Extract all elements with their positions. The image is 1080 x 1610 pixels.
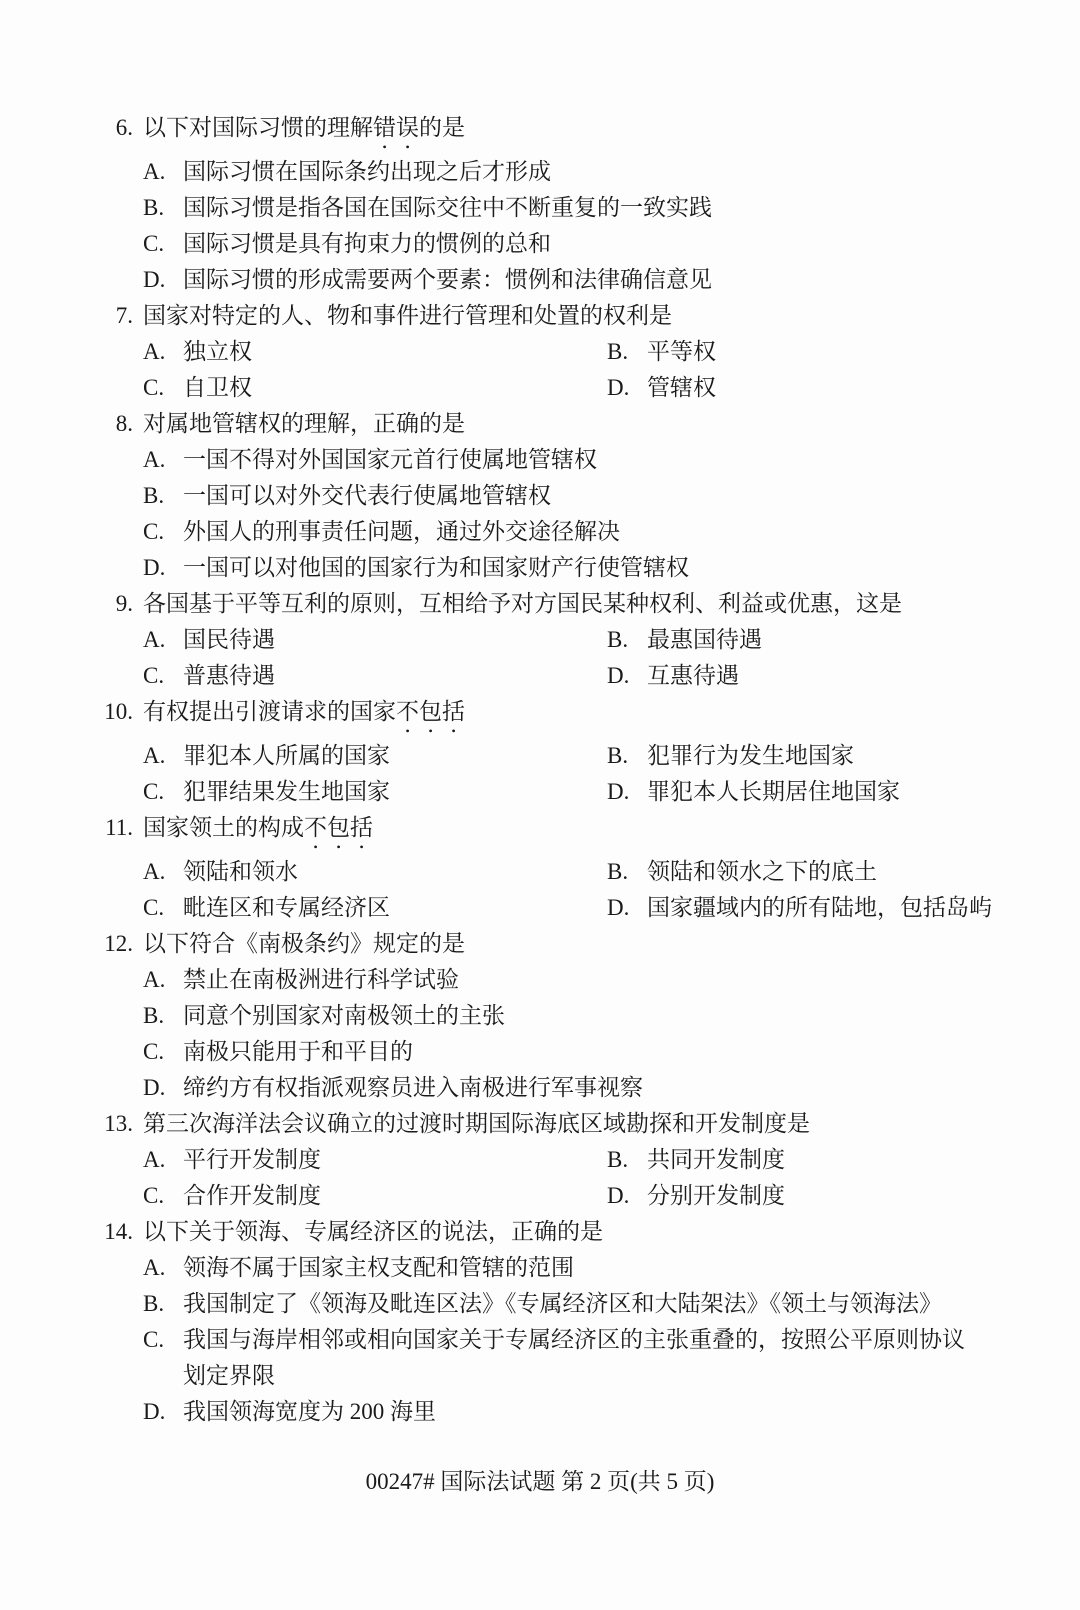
option-B	[607, 334, 1044, 370]
option-text: 罪犯本人所属的国家	[183, 743, 390, 768]
question-stem	[143, 411, 465, 436]
option-text: 一国不得对外国国家元首行使属地管辖权	[183, 447, 597, 472]
option-C	[143, 658, 607, 694]
option-label: B.	[607, 859, 629, 884]
stem-emphasized-text: 错误	[373, 115, 419, 140]
option-D	[143, 1394, 1044, 1430]
option-C	[143, 774, 607, 810]
option-A	[143, 1250, 1044, 1286]
question-stem	[143, 815, 373, 840]
option-D	[143, 550, 1044, 586]
option-label: A.	[143, 743, 166, 768]
option-B	[607, 622, 1044, 658]
option-text: 国际习惯是具有拘束力的惯例的总和	[183, 231, 551, 256]
option-C	[143, 514, 1044, 550]
option-C	[143, 890, 607, 926]
question-stem	[143, 591, 902, 616]
option-label: C.	[143, 895, 165, 920]
question-stem	[143, 931, 465, 956]
option-B	[143, 1286, 1044, 1322]
question-stem-row	[105, 810, 1044, 854]
option-label: A.	[143, 967, 166, 992]
options	[143, 334, 1044, 406]
option-label: A.	[143, 159, 166, 184]
option-label: B.	[607, 339, 629, 364]
option-C	[143, 226, 1044, 262]
option-text: 一国可以对外交代表行使属地管辖权	[183, 483, 551, 508]
option-label: A.	[143, 627, 166, 652]
stem-text: 国家领土的构成	[143, 815, 304, 840]
option-label: A.	[143, 859, 166, 884]
question-stem-row	[115, 586, 1044, 622]
question-9	[115, 586, 1044, 694]
option-text: 分别开发制度	[647, 1183, 785, 1208]
option-B	[607, 738, 1044, 774]
question-stem	[143, 1219, 603, 1244]
question-stem-row	[104, 1214, 1044, 1250]
stem-text: 有权提出引渡请求的国家	[143, 699, 396, 724]
question-number: 6.	[115, 115, 133, 140]
option-A	[143, 962, 1044, 998]
question-stem-row	[115, 406, 1044, 442]
option-D	[607, 774, 1044, 810]
option-C	[143, 1322, 1044, 1394]
options	[143, 1142, 1044, 1214]
options	[143, 962, 1044, 1106]
option-B	[143, 998, 1044, 1034]
option-text: 同意个别国家对南极领土的主张	[183, 1003, 505, 1028]
question-6	[115, 110, 1044, 298]
stem-text: 对属地管辖权的理解，正确的是	[143, 411, 465, 436]
option-B	[607, 854, 1044, 890]
option-label: C.	[143, 663, 165, 688]
option-text: 国家疆域内的所有陆地，包括岛屿	[647, 895, 992, 920]
options	[143, 442, 1044, 586]
option-text: 独立权	[183, 339, 252, 364]
option-A	[143, 334, 607, 370]
question-stem-row	[104, 694, 1044, 738]
option-label: A.	[143, 1255, 166, 1280]
option-label: D.	[607, 663, 630, 688]
option-A	[143, 154, 1044, 190]
option-label: D.	[143, 1075, 166, 1100]
option-C	[143, 1178, 607, 1214]
option-text: 罪犯本人长期居住地国家	[647, 779, 900, 804]
option-text: 犯罪结果发生地国家	[183, 779, 390, 804]
question-stem-row	[104, 1106, 1044, 1142]
option-label: B.	[143, 195, 165, 220]
option-text: 领海不属于国家主权支配和管辖的范围	[183, 1255, 574, 1280]
option-label: C.	[143, 231, 165, 256]
option-text: 国际习惯在国际条约出现之后才形成	[183, 159, 551, 184]
option-label: B.	[143, 483, 165, 508]
option-text: 外国人的刑事责任问题，通过外交途径解决	[183, 519, 620, 544]
option-C	[143, 1034, 1044, 1070]
question-7	[115, 298, 1044, 406]
option-text: 毗连区和专属经济区	[183, 895, 390, 920]
stem-emphasized-text: 不包括	[304, 815, 373, 840]
option-text: 我国领海宽度为 200 海里	[183, 1399, 436, 1424]
option-label: B.	[607, 743, 629, 768]
stem-emphasized-text: 不包括	[396, 699, 465, 724]
question-stem	[143, 1111, 810, 1136]
question-number: 14.	[104, 1219, 133, 1244]
option-A	[143, 854, 607, 890]
option-D	[143, 262, 1044, 298]
option-label: C.	[143, 1327, 165, 1352]
question-number: 9.	[115, 591, 133, 616]
stem-text: 以下符合《南极条约》规定的是	[143, 931, 465, 956]
option-text: 领陆和领水之下的底土	[647, 859, 877, 884]
option-A	[143, 738, 607, 774]
question-list	[104, 110, 1044, 1430]
option-C	[143, 370, 607, 406]
option-label: B.	[607, 627, 629, 652]
option-A	[143, 622, 607, 658]
question-11	[105, 810, 1044, 926]
footer-text: 00247# 国际法试题 第 2 页(共 5 页)	[365, 1469, 715, 1494]
stem-text: 国家对特定的人、物和事件进行管理和处置的权利是	[143, 303, 672, 328]
option-label: D.	[607, 779, 630, 804]
option-text: 国际习惯的形成需要两个要素：惯例和法律确信意见	[183, 267, 712, 292]
option-D	[143, 1070, 1044, 1106]
option-B	[143, 478, 1044, 514]
option-label: C.	[143, 1183, 165, 1208]
question-number: 11.	[105, 815, 133, 840]
question-number: 7.	[115, 303, 133, 328]
option-text: 平行开发制度	[183, 1147, 321, 1172]
question-10	[104, 694, 1044, 810]
option-label: C.	[143, 519, 165, 544]
question-stem-row	[104, 926, 1044, 962]
option-B	[143, 190, 1044, 226]
option-text: 一国可以对他国的国家行为和国家财产行使管辖权	[183, 555, 689, 580]
option-label: B.	[143, 1003, 165, 1028]
question-8	[115, 406, 1044, 586]
option-label: C.	[143, 1039, 165, 1064]
option-B	[607, 1142, 1044, 1178]
option-label: A.	[143, 447, 166, 472]
question-stem	[143, 115, 465, 140]
option-label: B.	[143, 1291, 165, 1316]
options	[143, 154, 1044, 298]
option-label: B.	[607, 1147, 629, 1172]
option-label: D.	[607, 1183, 630, 1208]
option-text: 南极只能用于和平目的	[183, 1039, 413, 1064]
stem-text: 以下对国际习惯的理解	[143, 115, 373, 140]
option-D	[607, 1178, 1044, 1214]
option-D	[607, 890, 1044, 926]
options	[143, 1250, 1044, 1430]
option-text: 我国制定了《领海及毗连区法》《专属经济区和大陆架法》《领土与领海法》	[183, 1291, 942, 1316]
options	[143, 738, 1044, 810]
option-label: A.	[143, 1147, 166, 1172]
option-label: D.	[143, 555, 166, 580]
option-A	[143, 442, 1044, 478]
stem-text: 各国基于平等互利的原则，互相给予对方国民某种权利、利益或优惠，这是	[143, 591, 902, 616]
option-text: 国民待遇	[183, 627, 275, 652]
option-text: 自卫权	[183, 375, 252, 400]
option-D	[607, 370, 1044, 406]
option-text: 国际习惯是指各国在国际交往中不断重复的一致实践	[183, 195, 712, 220]
option-label: D.	[607, 375, 630, 400]
question-number: 10.	[104, 699, 133, 724]
question-number: 13.	[104, 1111, 133, 1136]
option-text: 领陆和领水	[183, 859, 298, 884]
question-number: 8.	[115, 411, 133, 436]
option-label: D.	[143, 1399, 166, 1424]
question-12	[104, 926, 1044, 1106]
option-label: C.	[143, 779, 165, 804]
page-footer	[0, 1464, 1080, 1500]
option-text: 平等权	[647, 339, 716, 364]
option-label: D.	[607, 895, 630, 920]
options	[143, 622, 1044, 694]
option-text: 管辖权	[647, 375, 716, 400]
option-label: A.	[143, 339, 166, 364]
stem-text: 的是	[419, 115, 465, 140]
question-stem-row	[115, 110, 1044, 154]
option-label: C.	[143, 375, 165, 400]
question-stem	[143, 699, 465, 724]
option-text: 合作开发制度	[183, 1183, 321, 1208]
question-number: 12.	[104, 931, 133, 956]
option-text: 缔约方有权指派观察员进入南极进行军事视察	[183, 1075, 643, 1100]
option-D	[607, 658, 1044, 694]
option-text: 互惠待遇	[647, 663, 739, 688]
stem-text: 以下关于领海、专属经济区的说法，正确的是	[143, 1219, 603, 1244]
option-A	[143, 1142, 607, 1178]
question-stem	[143, 303, 672, 328]
question-stem-row	[115, 298, 1044, 334]
option-text: 共同开发制度	[647, 1147, 785, 1172]
question-13	[104, 1106, 1044, 1214]
option-text: 禁止在南极洲进行科学试验	[183, 967, 459, 992]
question-14	[104, 1214, 1044, 1430]
options	[143, 854, 1044, 926]
option-text: 我国与海岸相邻或相向国家关于专属经济区的主张重叠的，按照公平原则协议 划定界限	[183, 1327, 965, 1388]
option-text: 犯罪行为发生地国家	[647, 743, 854, 768]
option-text: 普惠待遇	[183, 663, 275, 688]
option-text: 最惠国待遇	[647, 627, 762, 652]
option-label: D.	[143, 267, 166, 292]
stem-text: 第三次海洋法会议确立的过渡时期国际海底区域勘探和开发制度是	[143, 1111, 810, 1136]
